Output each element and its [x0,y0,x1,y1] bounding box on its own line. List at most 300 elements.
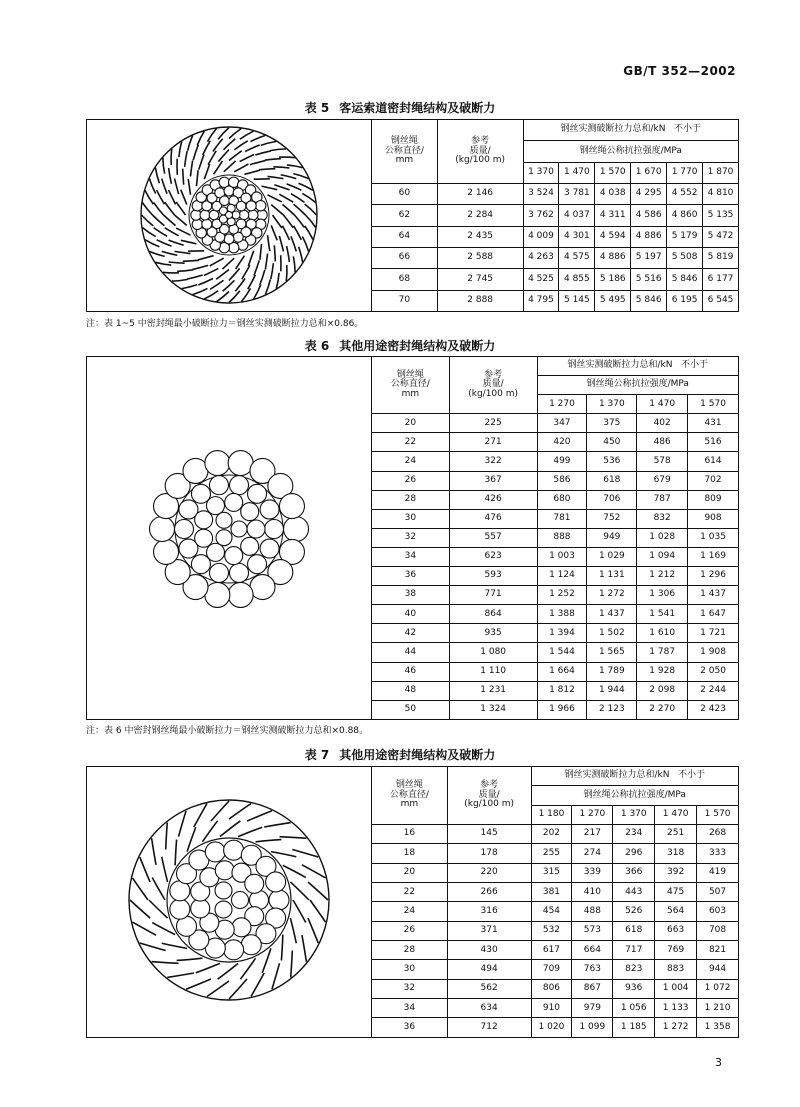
mass-cell: 562 [447,979,531,998]
layer-wire [225,493,243,511]
mass-cell: 2 284 [437,205,523,226]
z-wire [181,240,197,244]
z-wire [155,168,159,184]
table-row [372,452,739,471]
force-cell: 4 860 [667,205,703,226]
mass-cell: 430 [447,941,531,960]
z-wire [260,270,265,285]
z-wire [270,149,286,151]
force-cell: 536 [587,452,637,471]
force-cell: 1 437 [587,605,637,624]
z-wire [276,273,279,289]
grade-cell: 1 370 [587,395,637,414]
force-cell: 217 [572,825,613,844]
force-cell: 5 135 [703,205,739,226]
diameter-cell: 16 [372,825,448,844]
z-wire [287,246,290,262]
force-cell: 6 545 [703,290,739,311]
mass-header-line: 参考 [480,780,499,791]
z-wire [256,840,282,842]
force-cell: 4 594 [595,226,631,247]
force-cell: 6 177 [703,269,739,290]
force-cell: 1 020 [531,1018,572,1038]
z-wire [241,288,250,301]
force-cell: 2 123 [587,700,637,719]
mass-cell: 494 [447,960,531,979]
core-wire [224,940,244,960]
force-cell: 1 908 [688,643,739,662]
force-cell: 663 [655,921,697,940]
table-row [372,290,739,311]
core-wire [231,521,247,537]
z-wire [130,900,150,918]
z-wire [245,145,260,152]
table-row [372,999,739,1018]
z-wire [203,141,211,155]
force-cell: 4 301 [559,226,595,247]
z-wire [308,918,318,943]
mass-cell: 322 [449,452,537,471]
force-cell: 420 [537,433,587,452]
force-cell: 4 295 [631,183,667,204]
table-row [372,1018,739,1038]
force-cell: 888 [537,528,587,547]
force-cell: 486 [637,433,688,452]
z-wire [302,935,306,962]
force-cell: 578 [637,452,688,471]
core-wire [215,901,232,918]
layer-wire [230,476,249,495]
force-cell: 516 [688,433,739,452]
core-wire [220,196,230,206]
z-wire [248,251,253,266]
z-wire [142,203,152,215]
force-cell: 4 311 [595,205,631,226]
force-cell: 717 [613,941,655,960]
force-cell: 5 846 [631,290,667,311]
z-wire [271,205,283,215]
force-cell: 883 [655,960,697,979]
diameter-header-line: mm [400,799,419,810]
force-header: 钢丝实测破断拉力总和/kN [564,770,670,781]
mass-cell: 225 [449,414,537,433]
z-wire [168,190,175,204]
diameter-header-line: mm [395,155,414,166]
core-wire [236,201,246,211]
z-wire [229,268,240,280]
layer-wire [207,497,225,515]
diameter-header-line: 公称直径/ [384,145,424,156]
force-cell: 769 [655,941,697,960]
z-wire [176,202,185,215]
mass-cell: 178 [447,844,531,863]
z-wire [210,258,224,266]
z-wire [207,128,216,141]
not-less-than: 不小于 [674,124,702,135]
force-cell: 781 [537,509,587,528]
diameter-cell: 46 [372,662,450,681]
z-wire [186,979,211,989]
z-wire [193,145,198,160]
table7-figure [86,766,372,1038]
z-wire [204,291,218,299]
z-wire [167,973,194,977]
full-locked-coil-rope-cross-section-large [87,120,371,311]
force-cell: 1 928 [637,662,688,681]
z-wire [182,285,198,289]
layer-wire [241,537,259,555]
force-cell: 949 [587,528,637,547]
outer-round-wire [284,517,309,542]
z-wire [248,275,256,289]
force-cell: 1 212 [637,567,688,586]
mass-cell: 2 588 [437,247,523,268]
z-wire [152,962,179,964]
table5-caption [0,99,800,116]
diameter-header-line: 公称直径/ [389,789,429,800]
z-wire [291,194,305,203]
force-cell: 4 886 [595,247,631,268]
not-less-than: 不小于 [678,770,706,781]
outer-round-wire [228,582,253,607]
diameter-cell: 18 [372,844,448,863]
force-cell: 5 516 [631,269,667,290]
z-wire [198,256,214,260]
diameter-cell: 68 [372,269,438,290]
diameter-cell: 36 [372,1018,448,1038]
page-number: 3 [715,1056,722,1069]
mass-cell: 935 [449,624,537,643]
mass-header-line: (kg/100 m) [468,388,519,399]
z-wire [196,963,220,972]
force-cell: 5 846 [667,269,703,290]
force-cell: 618 [587,471,637,490]
core-wire [202,219,212,229]
force-cell: 381 [531,883,572,902]
z-wire [272,963,280,989]
force-cell: 787 [637,490,688,509]
diameter-cell: 38 [372,586,450,605]
diameter-cell: 50 [372,700,450,719]
force-cell: 296 [613,844,655,863]
z-wire [193,265,209,269]
force-cell: 2 098 [637,681,688,700]
core-wire [241,935,261,955]
table-row [372,605,739,624]
z-wire [271,852,296,857]
force-cell: 617 [531,941,572,960]
table7-caption [0,746,800,763]
mass-cell: 145 [447,825,531,844]
z-wire [271,225,277,240]
z-wire [172,279,188,281]
z-wire [163,272,179,273]
force-cell: 2 050 [688,662,739,681]
layer-wire [241,503,259,521]
mass-header-line: 质量/ [478,789,500,800]
force-cell: 936 [613,979,655,998]
table5-note: 注：表 1~5 中密封绳最小破断拉力＝钢丝实测破断拉力总和×0.86。 [86,319,364,329]
force-cell: 4 552 [667,183,703,204]
force-cell: 4 038 [595,183,631,204]
diameter-header-line: 钢丝绳 [395,780,423,791]
force-cell: 680 [537,490,587,509]
diameter-cell: 34 [372,547,450,566]
force-header: 钢丝实测破断拉力总和/kN [567,360,673,371]
force-cell: 5 179 [667,226,703,247]
z-wire [154,202,164,215]
diameter-cell: 66 [372,247,438,268]
table6-figure [86,356,372,720]
table-row [372,960,739,979]
mass-cell: 476 [449,509,537,528]
z-wire [264,823,291,827]
force-cell: 1 004 [655,979,697,998]
mass-cell: 623 [449,547,537,566]
force-cell: 410 [572,883,613,902]
grade-cell: 1 670 [631,162,667,183]
force-cell: 1 541 [637,605,688,624]
force-cell: 3 524 [523,183,559,204]
mass-cell: 367 [449,471,537,490]
force-cell: 366 [613,863,655,882]
z-wire [282,226,289,240]
force-cell: 532 [531,921,572,940]
z-wire [193,288,208,294]
force-cell: 1 358 [697,1018,739,1038]
z-wire [210,280,223,289]
mass-cell: 593 [449,567,537,586]
z-wire [188,179,190,195]
z-wire [175,251,191,253]
z-wire [178,811,186,837]
z-wire [194,803,207,827]
force-cell: 1 664 [537,662,587,681]
core-wire [224,186,234,196]
mass-cell: 271 [449,433,537,452]
z-wire [175,179,179,195]
z-wire [196,170,198,186]
diameter-cell: 32 [372,528,450,547]
core-wire [232,918,251,937]
z-wire [183,169,184,185]
force-cell: 4 586 [631,205,667,226]
force-cell: 1 296 [688,567,739,586]
force-cell: 1 185 [613,1018,655,1038]
z-wire [291,236,296,251]
z-wire [187,275,203,279]
z-wire [171,149,172,165]
mass-header-line: 质量/ [482,379,504,390]
force-cell: 1 394 [537,624,587,643]
z-wire [218,128,229,140]
force-cell: 268 [697,825,739,844]
table-row [372,433,739,452]
table-row [372,921,739,940]
z-wire [280,837,307,839]
core-wire [255,201,265,211]
z-wire [176,228,190,235]
force-cell: 4 525 [523,269,559,290]
table-row [372,490,739,509]
z-wire [166,823,168,850]
center-wire [226,212,233,219]
force-cell: 347 [537,414,587,433]
core-wire [224,840,244,860]
core-wire [269,890,289,910]
z-wire [217,292,229,302]
force-cell: 573 [572,921,613,940]
diameter-cell: 32 [372,979,448,998]
z-wire [211,801,229,821]
grade-cell: 1 570 [697,805,739,824]
diameter-cell: 60 [372,183,438,204]
force-cell: 1 388 [537,605,587,624]
outer-round-wire [154,539,179,564]
z-wire [302,865,326,878]
diameter-cell: 64 [372,226,438,247]
force-cell: 4 009 [523,226,559,247]
layer-wire [247,520,265,538]
force-cell: 2 244 [688,681,739,700]
z-wire [162,943,187,948]
z-wire [240,154,254,161]
z-wire [181,190,187,205]
force-cell: 5 472 [703,226,739,247]
force-cell: 499 [537,452,587,471]
z-wire [305,226,313,240]
table-row [372,471,739,490]
mass-cell: 2 745 [437,269,523,290]
force-cell: 4 037 [559,205,595,226]
force-cell: 1 131 [587,567,637,586]
z-wire [238,827,262,836]
force-cell: 450 [587,433,637,452]
z-wire [265,254,267,270]
z-wire [224,139,236,150]
force-cell: 4 810 [703,183,739,204]
z-wire [162,857,168,882]
z-wire [240,131,254,139]
force-cell: 431 [688,414,739,433]
diameter-header-line: 钢丝绳 [390,136,418,147]
z-wire [208,151,216,165]
core-wire [245,874,264,893]
force-cell: 1 787 [637,643,688,662]
force-cell: 1 003 [537,547,587,566]
diameter-header-line: 公称直径/ [390,379,430,390]
outer-round-wire [205,582,230,607]
header-diameter [372,357,450,414]
table6-number: 表 6 [304,339,330,353]
force-cell: 908 [688,509,739,528]
z-wire [185,151,188,167]
layer-wire [195,529,213,547]
force-cell: 234 [613,825,655,844]
mass-cell: 1 231 [449,681,537,700]
force-cell: 1 056 [613,999,655,1018]
force-cell: 1 072 [697,979,739,998]
z-wire [154,228,168,237]
force-cell: 202 [531,825,572,844]
z-wire [244,170,260,174]
force-cell: 702 [688,471,739,490]
z-wire [261,141,277,145]
z-wire [213,139,223,152]
z-wire [254,260,259,275]
diameter-cell: 26 [372,471,450,490]
z-wire [229,979,247,999]
force-cell: 5 145 [559,290,595,311]
table-row [372,979,739,998]
core-wire [200,210,210,220]
table5-title: 客运索道密封绳结构及破断力 [339,101,496,115]
z-wire [293,256,295,272]
table-row [372,269,739,290]
z-wire [149,179,155,194]
z-wire [282,204,294,215]
z-wire [179,141,182,157]
force-cell: 1 099 [572,1018,613,1038]
grade-cell: 1 270 [537,395,587,414]
table-row [372,528,739,547]
table-row [372,844,739,863]
z-wire [140,857,150,882]
z-wire [218,150,229,162]
layer-wire [248,484,267,503]
z-wire [152,838,156,865]
z-wire [242,265,250,279]
force-cell: 910 [531,999,572,1018]
force-cell: 339 [572,863,613,882]
z-wire [164,215,176,226]
force-cell: 1 306 [637,586,688,605]
grade-cell: 1 470 [559,162,595,183]
outer-round-wire [183,458,208,483]
z-wire [132,922,156,935]
z-wire [183,260,199,261]
table7-number: 表 7 [304,748,330,762]
force-cell: 255 [531,844,572,863]
table-row [372,205,739,226]
z-wire [229,803,251,819]
z-wire [175,840,176,866]
locked-coil-rope-cross-section-small [87,767,371,1037]
mass-cell: 864 [449,605,537,624]
z-wire [234,141,247,150]
z-wire [229,291,240,303]
diameter-cell: 44 [372,643,450,662]
mass-header-line: 参考 [484,369,503,380]
force-cell: 318 [655,844,697,863]
z-wire [247,811,272,821]
diameter-cell: 48 [372,681,450,700]
force-cell: 1 812 [537,681,587,700]
z-wire [163,158,165,174]
force-cell: 979 [572,999,613,1018]
core-wire [215,882,232,899]
outer-round-wire [279,494,304,519]
table-row [372,547,739,566]
z-wire [279,236,283,252]
z-wire [198,278,213,285]
mass-cell: 557 [449,528,537,547]
header-force [531,767,738,786]
force-cell: 752 [587,509,637,528]
z-wire [190,161,192,177]
force-cell: 507 [697,883,739,902]
force-cell: 706 [587,490,637,509]
